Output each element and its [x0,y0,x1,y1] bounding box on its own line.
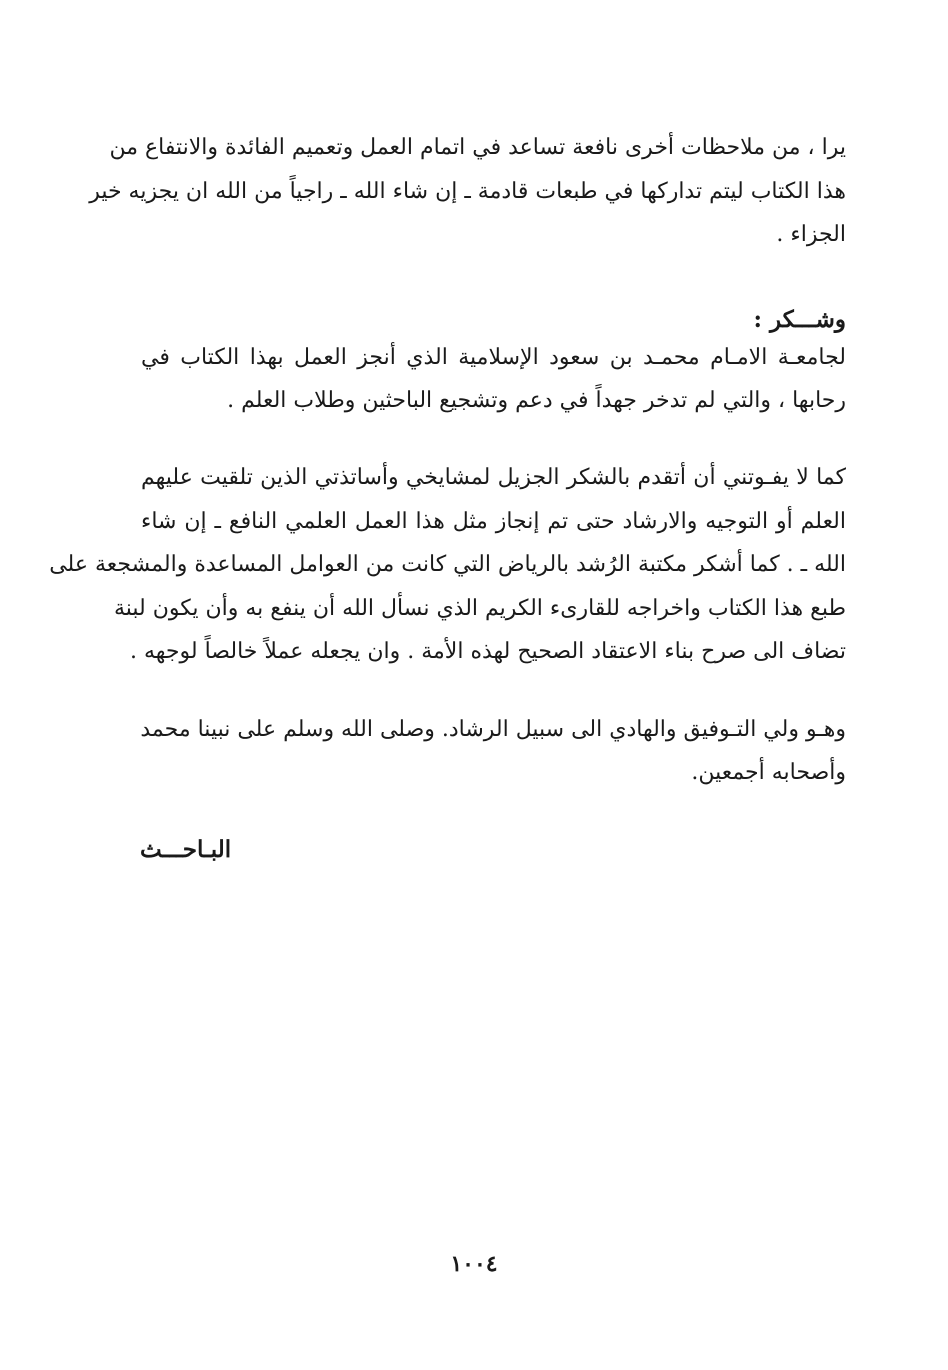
paragraph-3-line-2: العلم أو التوجيه والارشاد حتى تم إنجاز مثل هذا العمل العلمي النافع ـ إن شاء [141,509,846,534]
author-signature: البـاحـــث [140,836,232,863]
paragraph-2-line-2: رحابها ، والتي لم تدخر جهداً في دعم وتشجيع الباحثين وطلاب العلم . [227,388,846,413]
thanks-heading: وشـــكر : [753,306,846,333]
paragraph-2-line-1: لجامعـة الامـام محمـد بن سعود الإسلامية الذي أنجز العمل بهذا الكتاب في [141,345,846,370]
paragraph-3-line-4: طبع هذا الكتاب واخراجه للقارىء الكريم الذي نسأل الله أن ينفع به وأن يكون لبنة [113,596,846,621]
paragraph-1-line-2: هذا الكتاب ليتم تداركها في طبعات قادمة ـ إن شاء الله ـ راجياً من الله ان يجزيه خير [89,179,846,204]
paragraph-3-line-3: الله ـ . كما أشكر مكتبة الرُشد بالرياض التي كانت من العوامل المساعدة والمشجعة على [49,552,846,577]
paragraph-4-line-1: وهـو ولي التـوفيق والهادي الى سبيل الرشاد. وصلى الله وسلم على نبينا محمد [140,717,846,742]
paragraph-4-line-2: وأصحابه أجمعين. [691,760,846,785]
paragraph-3-line-5: تضاف الى صرح بناء الاعتقاد الصحيح لهذه الأمة . وان يجعله عملاً خالصاً لوجهه . [130,639,846,664]
page-number: ١٠٠٤ [450,1251,498,1277]
paragraph-1-line-1: يرا ، من ملاحظات أخرى نافعة تساعد في اتمام العمل وتعميم الفائدة والانتفاع من [109,135,846,160]
paragraph-1-line-3: الجزاء . [776,222,846,247]
paragraph-3-line-1: كما لا يفـوتني أن أتقدم بالشكر الجزيل لمشايخي وأساتذتي الذين تلقيت عليهم [141,465,846,490]
